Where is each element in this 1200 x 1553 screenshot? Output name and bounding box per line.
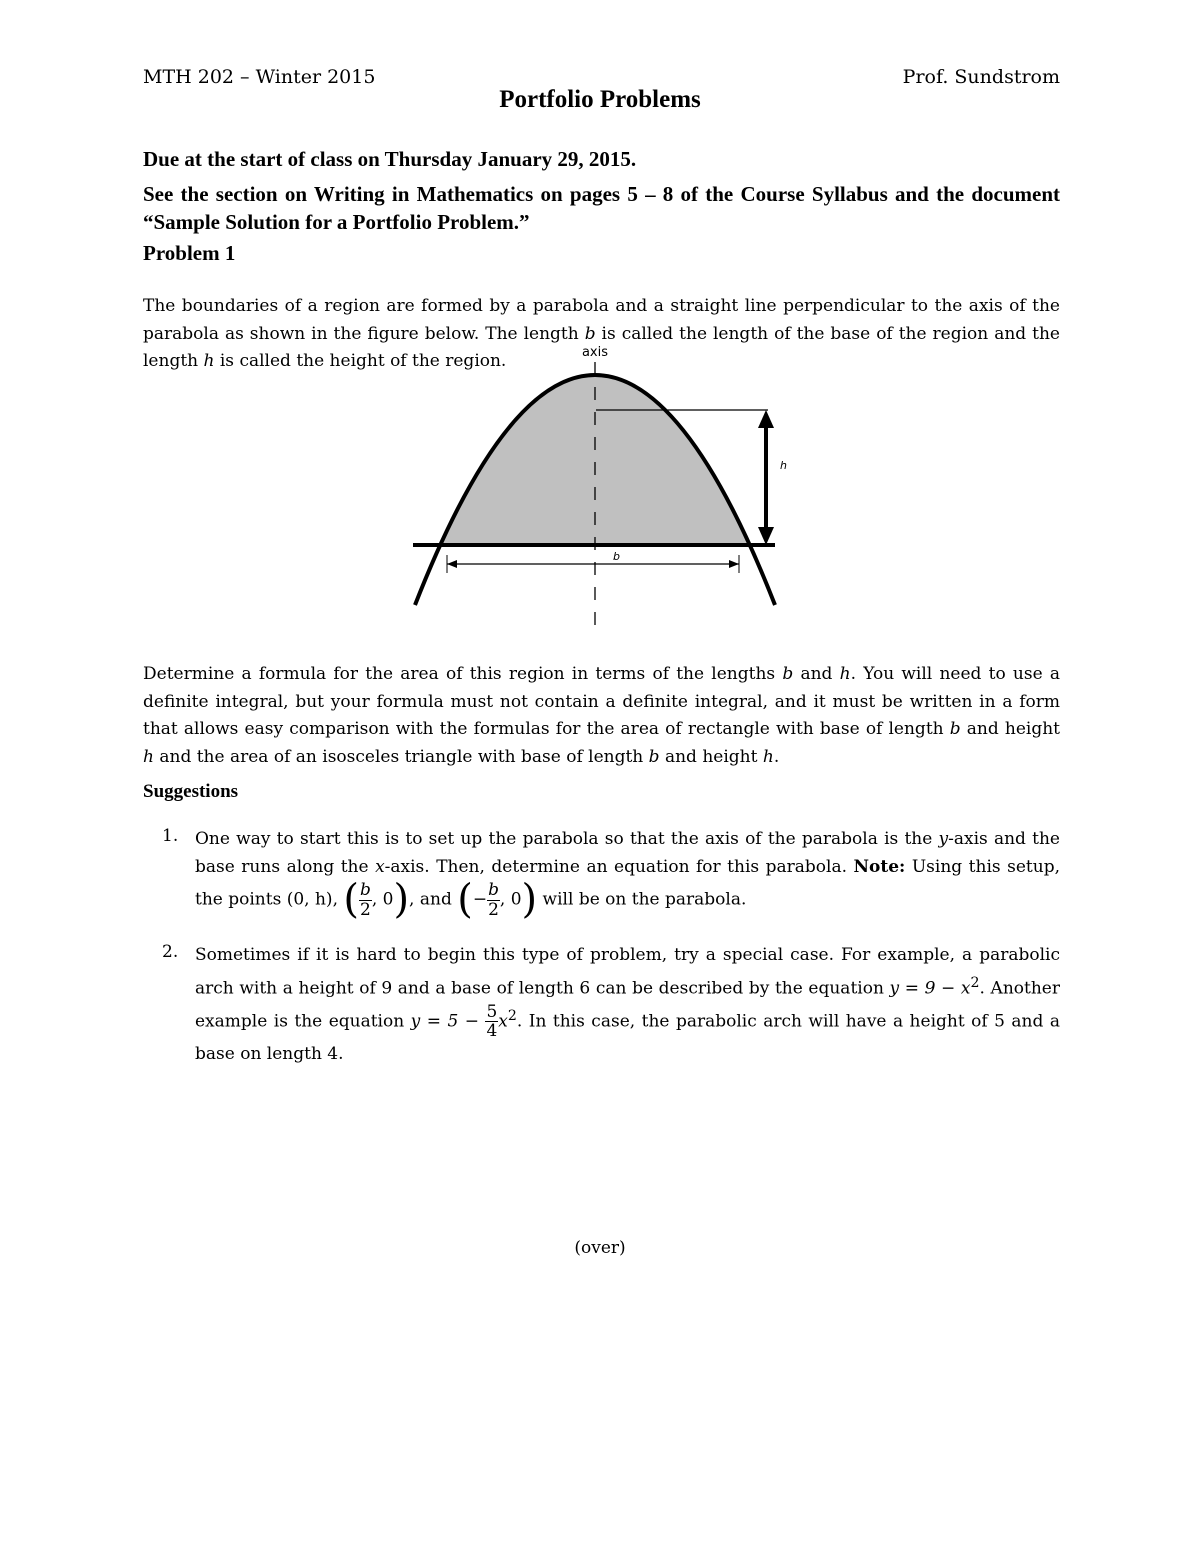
header-course: MTH 202 – Winter 2015 [143,66,376,88]
height-arrow-down [758,527,774,545]
syllabus-note: See the section on Writing in Mathematics on pages 5 – 8 of the Course Syllabus and the document “Sample Solution for a Portfolio Problem.” [143,182,1060,234]
suggestion-2: Sometimes if it is hard to begin this type of problem, try a special case. For example, a parabolic arch with a height of 9 and a base of length 6 can be described by the equation $y = 9 - x^2$. Another example is the equation y = 5 − $\frac{5}{4}$ $x^2$. In this case, the parabolic arch will have a height of 5 and a base on length 4. [195,945,1060,1065]
page-title: Portfolio Problems [499,86,701,113]
suggestions-heading: Suggestions [143,781,239,802]
suggestion-1: One way to start this is to set up the parabola so that the axis of the parabola is the y-axis and the base runs along the x-axis. Then, determine an equation for this parabola. Note: Using this setup, the points (0, h), ( $\frac{b}{2}$ , 0), and (− $\frac{b}{2}$ , 0) will be on the parabola. [195,829,1060,923]
problem-intro: The boundaries of a region are formed by a parabola and a straight line perpendicular to the axis of the parabola as shown in the figure below. The length b is called the length of the base of the region and the length h is called the height of the region. [143,296,1060,371]
base-label: b [613,550,620,563]
height-arrow-up [758,410,774,428]
header-instructor: Prof. Sundstrom [902,66,1060,88]
axis-label: axis [581,345,609,360]
base-arrow-right [729,560,739,568]
base-arrow-left [447,560,457,568]
problem-heading: Problem 1 [143,241,236,265]
footer-over: (over) [574,1238,626,1258]
problem-task: Determine a formula for the area of this region in terms of the lengths b and h. You will need to use a definite integral, but your formula must not contain a definite integral, and it must be written in a form that allows easy comparison with the formulas for the area of rectangle with base of length b and height h and the area of an isosceles triangle with base of length b and height h. [143,664,1060,767]
suggestion-1-number: 1. [162,826,179,846]
suggestion-2-number: 2. [162,942,179,962]
height-label: h [780,459,787,472]
parabola-figure [400,340,800,640]
due-date: Due at the start of class on Thursday January 29, 2015. [143,147,637,171]
